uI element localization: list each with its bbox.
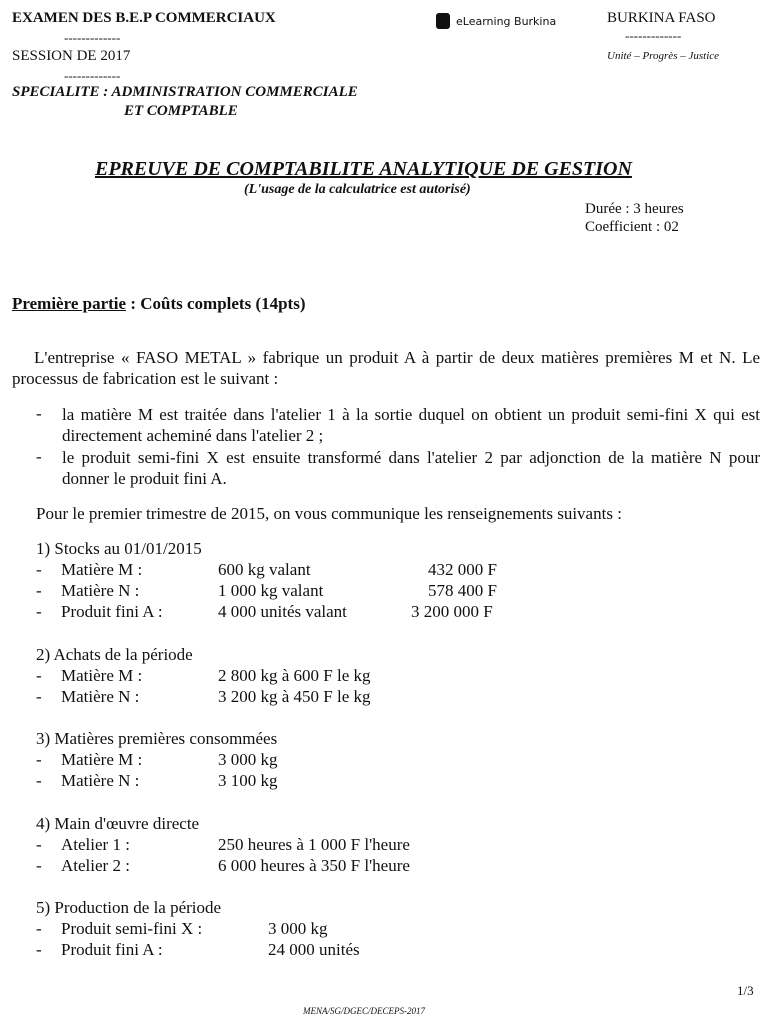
duration: Durée : 3 heures [585, 201, 684, 217]
part-label: Première partie [12, 294, 127, 313]
logo-text: eLearning Burkina [456, 14, 557, 28]
footer-reference: MENA/SG/DGEC/DECEPS-2017 [303, 1006, 425, 1016]
specialite-label: SPECIALITE [12, 84, 100, 100]
row-label: Matière M : [61, 750, 143, 769]
row-qty: 3 000 kg [218, 750, 278, 769]
page-number: 1/3 [737, 983, 754, 998]
row-label: Produit fini A : [61, 602, 163, 621]
session-label: SESSION DE 2017 [12, 48, 131, 64]
separator: ------------- [625, 28, 682, 43]
row-dash: - [36, 940, 42, 959]
row-dash: - [36, 771, 42, 790]
row-label: Atelier 2 : [61, 856, 130, 875]
row-dash: - [36, 602, 42, 621]
intro-paragraph: L'entreprise « FASO METAL » fabrique un produit A à partir de deux matières premières M et N. Le processus de fabrication est le suivant : [12, 348, 760, 388]
country-motto: Unité – Progrès – Justice [607, 50, 720, 62]
exam-title: EXAMEN DES B.E.P COMMERCIAUX [12, 10, 276, 26]
row-value: 432 000 F [428, 560, 497, 579]
part-title: : Coûts complets (14pts) [130, 294, 306, 313]
logo-icon [436, 13, 450, 29]
row-value: 578 400 F [428, 581, 497, 600]
section-title: 5) Production de la période [36, 898, 222, 917]
row-value: 3 200 000 F [411, 602, 493, 621]
row-qty: 600 kg valant [218, 560, 311, 579]
row-label: Matière N : [61, 771, 140, 790]
calculator-note: (L'usage de la calculatrice est autorisé) [244, 182, 471, 197]
row-dash: - [36, 750, 42, 769]
section-title: 2) Achats de la période [36, 645, 193, 664]
bullet-dash: - [36, 447, 42, 466]
specialite-line2: ET COMPTABLE [124, 103, 238, 119]
exam-main-title: EPREUVE DE COMPTABILITE ANALYTIQUE DE GESTION [95, 158, 632, 180]
trimestre-line: Pour le premier trimestre de 2015, on vous communique les renseignements suivants : [36, 504, 622, 523]
section-title: 3) Matières premières consommées [36, 729, 278, 748]
row-qty: 250 heures à 1 000 F l'heure [218, 835, 410, 854]
coefficient: Coefficient : 02 [585, 219, 679, 235]
row-qty: 2 800 kg à 600 F le kg [218, 666, 371, 685]
bullet-item: le produit semi-fini X est ensuite transformé dans l'atelier 2 par adjonction de la matière N pour donner le produit fini A. [62, 448, 760, 488]
row-label: Matière M : [61, 560, 143, 579]
separator: ------------- [64, 68, 121, 83]
row-dash: - [36, 560, 42, 579]
row-label: Produit fini A : [61, 940, 163, 959]
row-dash: - [36, 856, 42, 875]
row-label: Matière M : [61, 666, 143, 685]
specialite-value: : ADMINISTRATION COMMERCIALE [103, 84, 358, 100]
row-qty: 3 200 kg à 450 F le kg [218, 687, 371, 706]
row-dash: - [36, 581, 42, 600]
row-qty: 24 000 unités [268, 940, 360, 959]
row-label: Atelier 1 : [61, 835, 130, 854]
section-title: 1) Stocks au 01/01/2015 [36, 539, 202, 558]
row-qty: 4 000 unités valant [218, 602, 347, 621]
row-dash: - [36, 687, 42, 706]
row-label: Matière N : [61, 687, 140, 706]
section-title: 4) Main d'œuvre directe [36, 814, 200, 833]
country-name: BURKINA FASO [607, 10, 716, 26]
row-label: Produit semi-fini X : [61, 919, 203, 938]
elearning-logo [436, 12, 556, 30]
row-dash: - [36, 835, 42, 854]
row-qty: 3 100 kg [218, 771, 278, 790]
row-qty: 1 000 kg valant [218, 581, 324, 600]
bullet-dash: - [36, 404, 42, 423]
separator: ------------- [64, 30, 121, 45]
bullet-item: la matière M est traitée dans l'atelier 1 à la sortie duquel on obtient un produit semi-fini X qui est directement acheminé dans l'atelier 2 ; [62, 405, 760, 445]
row-qty: 3 000 kg [268, 919, 328, 938]
row-label: Matière N : [61, 581, 140, 600]
part-heading [12, 294, 306, 314]
row-qty: 6 000 heures à 350 F l'heure [218, 856, 410, 875]
specialite-line1 [12, 84, 358, 101]
row-dash: - [36, 919, 42, 938]
row-dash: - [36, 666, 42, 685]
